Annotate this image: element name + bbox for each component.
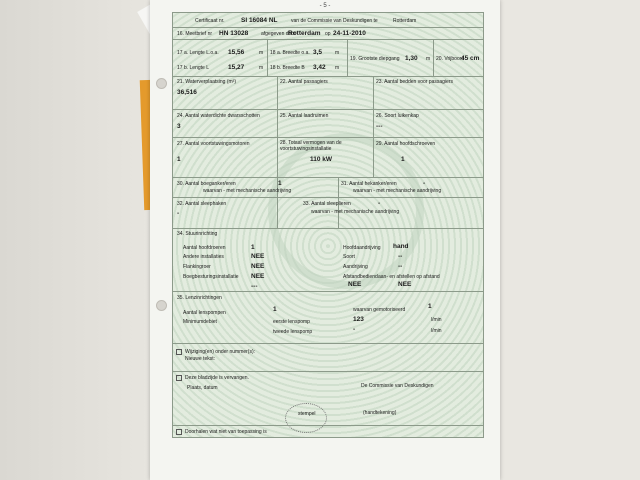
f19-label: 19. Grootste diepgang bbox=[350, 56, 400, 62]
f18b-unit: m bbox=[335, 65, 340, 71]
divider-vertical bbox=[433, 39, 434, 76]
steering-l2: Andere installaties bbox=[183, 254, 224, 260]
steering-rv1: hand bbox=[393, 243, 409, 250]
punch-hole bbox=[156, 300, 167, 311]
pumps-mv1: 1 bbox=[428, 303, 432, 310]
field16-label: 16. Meetbrief nr bbox=[177, 31, 213, 37]
pumps-u2: l/min bbox=[431, 328, 442, 334]
f18a-unit: m bbox=[335, 50, 340, 56]
divider bbox=[173, 109, 483, 110]
field16-on: op bbox=[325, 31, 331, 37]
divider bbox=[173, 343, 483, 344]
f30-sub: waarvan - met mechanische aandrijving bbox=[203, 188, 292, 194]
pumps-l1: Aantal lenspompen bbox=[183, 310, 226, 316]
place-date-label: Plaats, datum bbox=[187, 385, 218, 391]
f31-sub: waarvan - met mechanische aandrijving bbox=[353, 188, 442, 194]
f20-value: 45 cm bbox=[461, 55, 480, 62]
f17a-value: 15,56 bbox=[228, 49, 245, 56]
divider bbox=[173, 228, 483, 229]
f28-value: 110 kW bbox=[310, 156, 333, 163]
f18b-value: 3,42 bbox=[313, 64, 326, 71]
f28-label: 28. Totaal vermogen van de voortstuwingsinstallatie bbox=[280, 140, 342, 152]
f24-label: 24. Aantal waterdichte dwarsschotten bbox=[177, 113, 260, 119]
commission-text: van de Commissie van Deskundigen te bbox=[291, 18, 378, 24]
steering-l3: Flankingroer bbox=[183, 264, 211, 270]
steering-r3: Aandrijving bbox=[343, 264, 368, 270]
f19-value: 1,30 bbox=[405, 55, 418, 62]
f33-sub: waarvan - met mechanische aandrijving bbox=[311, 209, 400, 215]
f17a-unit: m bbox=[259, 50, 264, 56]
pumps-v1: 1 bbox=[273, 306, 277, 313]
f31-value: - bbox=[423, 180, 426, 187]
f17b-unit: m bbox=[259, 65, 264, 71]
changes-label: Wijziging(en) onder nummer(s): bbox=[185, 349, 256, 355]
steering-title: 34. Stuurinrichting bbox=[177, 231, 218, 237]
divider bbox=[173, 27, 483, 28]
divider bbox=[173, 425, 483, 426]
certificate-label: Certificaat nr. bbox=[195, 18, 225, 24]
divider bbox=[173, 291, 483, 292]
f23-label: 23. Aantal bedden voor passagiers bbox=[376, 79, 453, 85]
f17a-label: 17 a. Lengte L.o.a. bbox=[177, 50, 219, 56]
steering-l4: Boegbesturingsinstallatie bbox=[183, 274, 239, 280]
f26-value: --- bbox=[376, 123, 383, 130]
divider bbox=[173, 177, 483, 178]
page-number: - 5 - bbox=[319, 3, 331, 9]
f30-value: 1 bbox=[278, 180, 282, 187]
f17b-label: 17 b. Lengte L bbox=[177, 65, 209, 71]
divider-vertical bbox=[373, 76, 374, 177]
new-text-label: Nieuwe tekst: bbox=[185, 356, 216, 362]
field16-issuer: Rotterdam bbox=[288, 30, 321, 37]
f27-label: 27. Aantal voortstuwingsmotoren bbox=[177, 141, 250, 147]
pumps-sv2: - bbox=[353, 326, 356, 333]
punch-hole bbox=[156, 78, 167, 89]
f31-label: 31. Aantal hekanker/eren bbox=[341, 181, 397, 187]
f26-label: 26. Soort luikenkap bbox=[376, 113, 419, 119]
f21-value: 36,516 bbox=[177, 89, 197, 96]
steering-v3: NEE bbox=[251, 263, 265, 270]
commission-city: Rotterdam bbox=[393, 18, 417, 24]
changes-checkbox[interactable] bbox=[176, 349, 182, 355]
divider-vertical bbox=[347, 39, 348, 76]
steering-r2: Soort bbox=[343, 254, 355, 260]
steering-rv4: aan- en afstellen op afstand bbox=[378, 274, 440, 280]
field16-date: 24-11-2010 bbox=[333, 30, 366, 37]
steering-v2: NEE bbox=[251, 253, 265, 260]
f29-value: 1 bbox=[401, 156, 405, 163]
f33-value: - bbox=[378, 200, 381, 207]
pumps-s1: eerste lenspomp bbox=[273, 319, 310, 325]
signature-label: (handtekening) bbox=[363, 410, 397, 416]
divider bbox=[173, 371, 483, 372]
steering-v4: NEE bbox=[251, 273, 265, 280]
f32-value: - bbox=[177, 210, 180, 217]
pumps-s2: tweede lenspomp bbox=[273, 329, 313, 335]
steering-l1: Aantal hoofdroeren bbox=[183, 245, 226, 251]
f22-label: 22. Aantal passagiers bbox=[280, 79, 328, 85]
strike-checkbox[interactable] bbox=[176, 429, 182, 435]
divider-vertical bbox=[277, 76, 278, 228]
f25-label: 25. Aantal laadruimen bbox=[280, 113, 329, 119]
steering-v1: 1 bbox=[251, 244, 255, 251]
stamp-area bbox=[285, 403, 327, 433]
steering-v5b: NEE bbox=[348, 281, 362, 288]
f29-label: 29. Aantal hoofdschroeven bbox=[376, 141, 436, 147]
steering-v5c: NEE bbox=[398, 281, 412, 288]
f30-label: 30. Aantal boeganker/eren bbox=[177, 181, 236, 187]
bottom-note: Doorhalen wat niet van toepassing is bbox=[185, 429, 267, 435]
f24-value: 3 bbox=[177, 123, 181, 130]
pumps-m1: waarvan gemotoriseerd bbox=[353, 307, 406, 313]
divider bbox=[173, 39, 483, 40]
f33-label: 33. Aantal sleeplieren bbox=[303, 201, 351, 207]
pumps-u1: l/min bbox=[431, 317, 442, 323]
f27-value: 1 bbox=[177, 156, 181, 163]
divider bbox=[173, 137, 483, 138]
steering-v5a: --- bbox=[251, 283, 258, 290]
divider bbox=[173, 197, 483, 198]
divider-vertical bbox=[267, 39, 268, 76]
pumps-l2: Minimumdebiet bbox=[183, 319, 217, 325]
steering-rv3: -- bbox=[398, 263, 403, 270]
background-left bbox=[0, 0, 160, 480]
f20-label: 20. Vrijboord bbox=[436, 56, 465, 62]
f17b-value: 15,27 bbox=[228, 64, 245, 71]
pumps-title: 35. Lenzinrichtingen bbox=[177, 295, 222, 301]
certificate-number: SI 16084 NL bbox=[241, 17, 278, 24]
f18a-value: 3,5 bbox=[313, 49, 323, 56]
commission-footer: De Commissie van Deskundigen bbox=[361, 383, 434, 389]
field16-value: HN 13028 bbox=[219, 30, 249, 37]
certificate-form bbox=[172, 12, 484, 438]
f18a-label: 18 a. Breedte o.a. bbox=[270, 50, 310, 56]
f21-label: 21. Waterverplaatsing (m³) bbox=[177, 79, 236, 85]
replaced-checkbox[interactable] bbox=[176, 375, 182, 381]
document-page bbox=[150, 0, 500, 480]
divider bbox=[173, 76, 483, 77]
pumps-sv1: 123 bbox=[353, 316, 364, 323]
steering-r1: Hoofdaandrijving bbox=[343, 245, 381, 251]
f18b-label: 18 b. Breedte B bbox=[270, 65, 305, 71]
replaced-label: Deze bladzijde is vervangen. bbox=[185, 375, 249, 381]
field16-issued: afgegeven door bbox=[261, 31, 296, 37]
steering-rv2: -- bbox=[398, 253, 403, 260]
steering-r4: Afstandbediend bbox=[343, 274, 378, 280]
f19-unit: m bbox=[426, 56, 431, 62]
stamp-label: stempel bbox=[298, 411, 316, 417]
f32-label: 32. Aantal sleephaken bbox=[177, 201, 227, 207]
